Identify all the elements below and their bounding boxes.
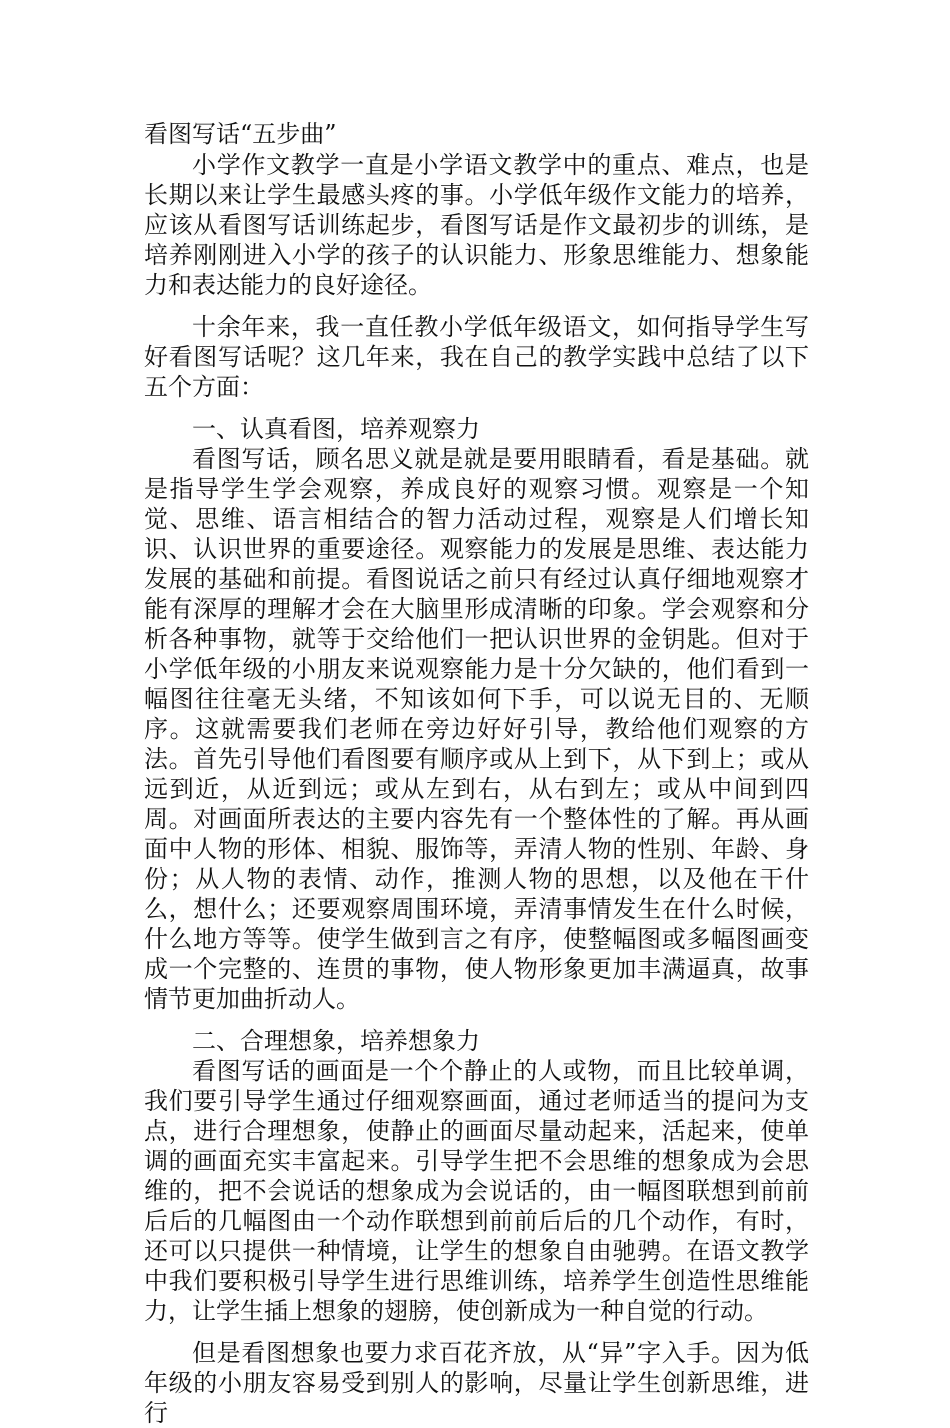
section-1-paragraph: 看图写话，顾名思义就是就是要用眼睛看，看是基础。就是指导学生学会观察，养成良好的观察习惯。观察是一个知觉、思维、语言相结合的智力活动过程，观察是人们增长知识、认识世界的重要途径。观察能力的发展是思维、表达能力发展的基础和前提。看图说话之前只有经过认真仔细地观察才能有深厚的理解才会在大脑里形成清晰的印象。学会观察和分析各种事物，就等于交给他们一把认识世界的金钥匙。但对于小学低年级的小朋友来说观察能力是十分欠缺的，他们看到一幅图往往毫无头绪，不知该如何下手，可以说无目的、无顺序。这就需要我们老师在旁边好好引导，教给他们观察的方法。首先引导他们看图要有顺序或从上到下，从下到上；或从远到近，从近到远；或从左到右，从右到左；或从中间到四周。对画面所表达的主要内容先有一个整体性的了解。再从画面中人物的形体、相貌、服饰等，弄清人物的性别、年龄、身份；从人物的表情、动作，推测人物的思想，以及他在干什么，想什么；还要观察周围环境，弄清事情发生在什么时候，什么地方等等。使学生做到言之有序，使整幅图或多幅图画变成一个完整的、连贯的事物，使人物形象更加丰满逼真，故事情节更加曲折动人。: [144, 445, 809, 1013]
intro-paragraph-2: 十余年来，我一直任教小学低年级语文，如何指导学生写好看图写话呢？这几年来，我在自己的教学实践中总结了以下五个方面：: [144, 313, 809, 401]
section-2-paragraph-2: 但是看图想象也要力求百花齐放，从“异”字入手。因为低年级的小朋友容易受到别人的影响，尽量让学生创新思维，进行: [144, 1339, 809, 1427]
document-title: 看图写话“五步曲”: [144, 120, 337, 148]
section-2-paragraph: 看图写话的画面是一个个静止的人或物，而且比较单调，我们要引导学生通过仔细观察画面，通过老师适当的提问为支点，进行合理想象，使静止的画面尽量动起来，活起来，使单调的画面充实丰富起来。引导学生把不会思维的想象成为会思维的，把不会说话的想象成为会说话的，由一幅图联想到前前后后的几幅图由一个动作联想到前前后后的几个动作，有时，还可以只提供一种情境，让学生的想象自由驰骋。在语文教学中我们要积极引导学生进行思维训练，培养学生创造性思维能力，让学生插上想象的翅膀，使创新成为一种自觉的行动。: [144, 1057, 809, 1325]
document-page: [144, 118, 809, 1428]
section-2-heading: 二、合理想象，培养想象力: [192, 1027, 480, 1055]
intro-paragraph-1: 小学作文教学一直是小学语文教学中的重点、难点，也是长期以来让学生最感头疼的事。小学低年级作文能力的培养，应该从看图写话训练起步，看图写话是作文最初步的训练，是培养刚刚进入小学的孩子的认识能力、形象思维能力、想象能力和表达能力的良好途径。: [144, 151, 809, 299]
section-1-heading: 一、认真看图，培养观察力: [192, 415, 480, 443]
